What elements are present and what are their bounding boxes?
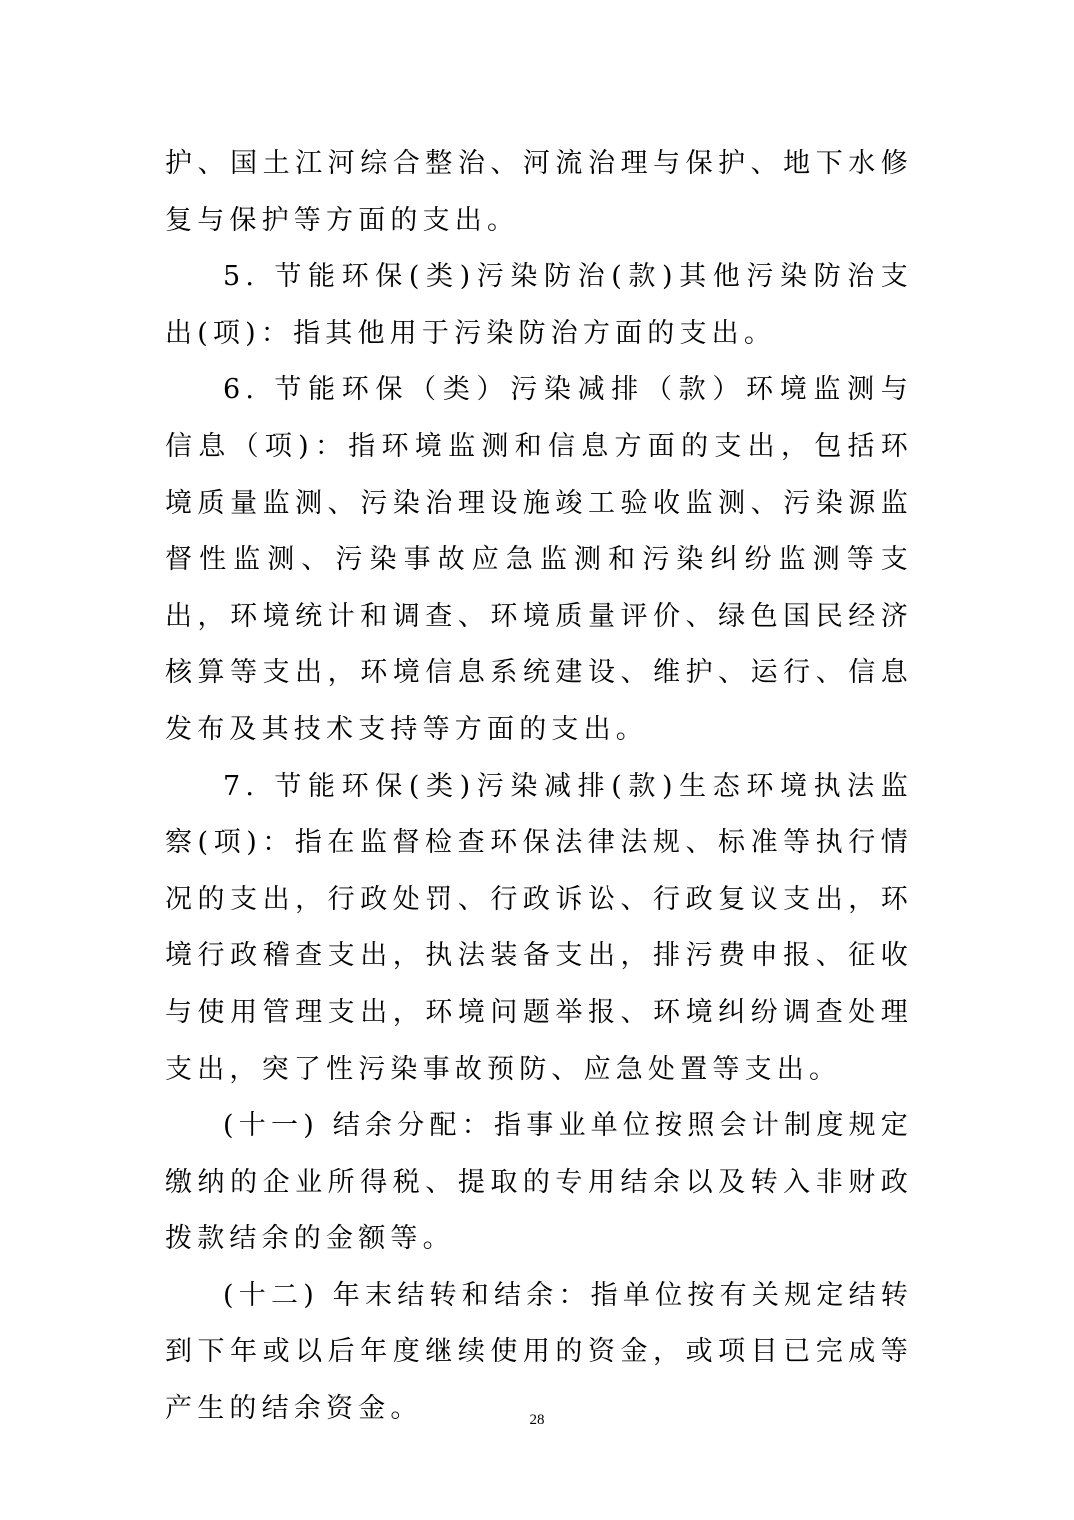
paragraph-section-12: (十二) 年末结转和结余：指单位按有关规定结转到下年或以后年度继续使用的资金，或项目已完成等产生的结余资金。 xyxy=(165,1279,913,1425)
paragraph-item-5: 5. 节能环保(类)污染防治(款)其他污染防治支出(项)：指其他用于污染防治方面的支出。 xyxy=(165,261,913,349)
paragraph-continuation: 护、国土江河综合整治、河流治理与保护、地下水修复与保护等方面的支出。 xyxy=(165,148,913,236)
page-number: 28 xyxy=(529,1412,545,1428)
paragraph-section-11: (十一) 结余分配：指事业单位按照会计制度规定缴纳的企业所得税、提取的专用结余以及转入非财政拨款结余的金额等。 xyxy=(165,1110,913,1255)
paragraph-item-7: 7. 节能环保(类)污染减排(款)生态环境执法监察(项)：指在监督检查环保法律法规、标准等执行情况的支出，行政处罚、行政诉讼、行政复议支出，环境行政稽查支出，执法装备支出，排污费申报、征收与使用管理支出，环境问题举报、环境纠纷调查处理支出，突了性污染事故预防、应急处置等支出。 xyxy=(165,770,913,1085)
paragraph-item-6: 6. 节能环保（类）污染减排（款）环境监测与信息（项)：指环境监测和信息方面的支出，包括环境质量监测、污染治理设施竣工验收监测、污染源监督性监测、污染事故应急监测和污染纠纷监测等支出，环境统计和调查、环境质量评价、绿色国民经济核算等支出，环境信息系统建设、维护、运行、信息发布及其技术支持等方面的支出。 xyxy=(165,374,913,745)
body-text xyxy=(165,136,913,1438)
